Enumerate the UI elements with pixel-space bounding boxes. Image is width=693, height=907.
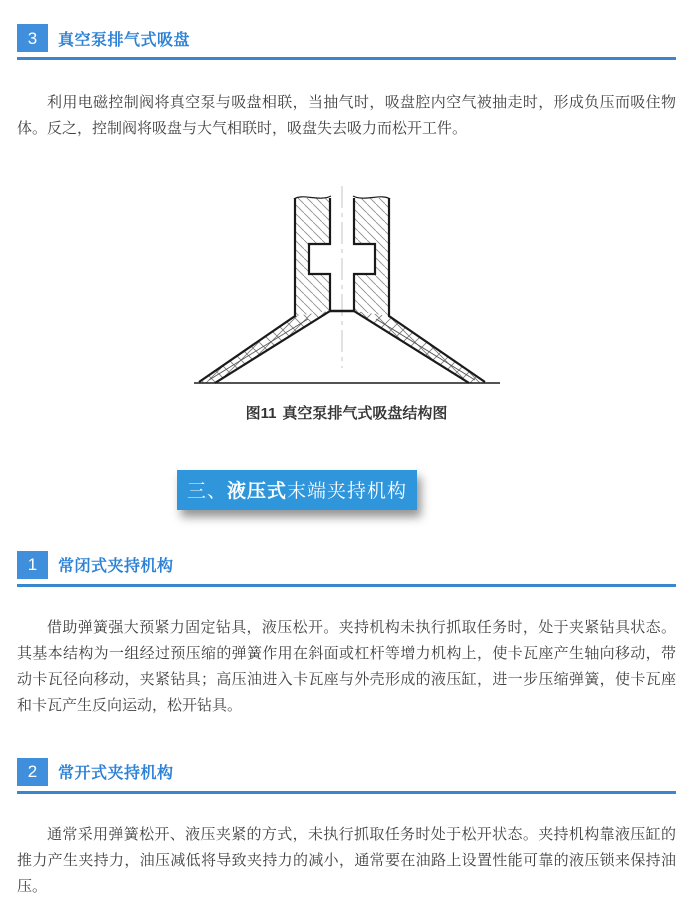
section-number-badge: 2 [17, 758, 48, 786]
suction-cup-diagram [187, 186, 507, 398]
section-number-badge: 3 [17, 24, 48, 52]
banner-prefix: 三、 [186, 481, 227, 502]
banner-highlight: 液压式 [226, 481, 287, 502]
section-number-badge: 1 [17, 551, 48, 579]
figure-caption [17, 402, 676, 423]
banner-rest: 末端夹持机构 [287, 481, 408, 502]
chapter-banner [177, 470, 417, 510]
figure-caption-text: 真空泵排气式吸盘结构图 [282, 404, 448, 422]
right-column-hatch [354, 198, 389, 316]
section-title: 真空泵排气式吸盘 [58, 31, 191, 49]
left-column-hatch [295, 198, 330, 316]
section-header-vacuum-pump [17, 24, 676, 60]
paragraph-normally-closed: 借助弹簧强大预紧力固定钻具，液压松开。夹持机构未执行抓取任务时，处于夹紧钻具状态。其基本结构为一组经过预压缩的弹簧作用在斜面或杠杆等增力机构上，使卡瓦座产生轴向移动，带动卡瓦径向移动，夹紧钻具；高压油进入卡瓦座与外壳形成的液压缸，进一步压缩弹簧，使卡瓦座和卡瓦产生反向运动，松开钻具。 [17, 618, 676, 715]
paragraph-normally-open: 通常采用弹簧松开、液压夹紧的方式，未执行抓取任务时处于松开状态。夹持机构靠液压缸的推力产生夹持力，油压减低将导致夹持力的减小，通常要在油路上设置性能可靠的液压锁来保持油压。 [17, 825, 676, 895]
section-header-normally-closed [17, 551, 676, 587]
section-title: 常闭式夹持机构 [58, 558, 174, 575]
right-cone-mid-line [376, 319, 475, 380]
right-cone-wall-hatch [354, 311, 485, 383]
section-header-normally-open [17, 758, 676, 794]
left-cone-wall-hatch [199, 311, 330, 383]
paragraph-vacuum-pump: 利用电磁控制阀将真空泵与吸盘相联，当抽气时，吸盘腔内空气被抽走时，形成负压而吸住物体。反之，控制阀将吸盘与大气相联时，吸盘失去吸力而松开工件。 [17, 94, 676, 138]
section-title: 常开式夹持机构 [58, 765, 174, 782]
left-cone-mid-line [209, 319, 308, 380]
figure-caption-label: 图11 [245, 404, 277, 422]
figure-suction-cup [17, 186, 676, 423]
